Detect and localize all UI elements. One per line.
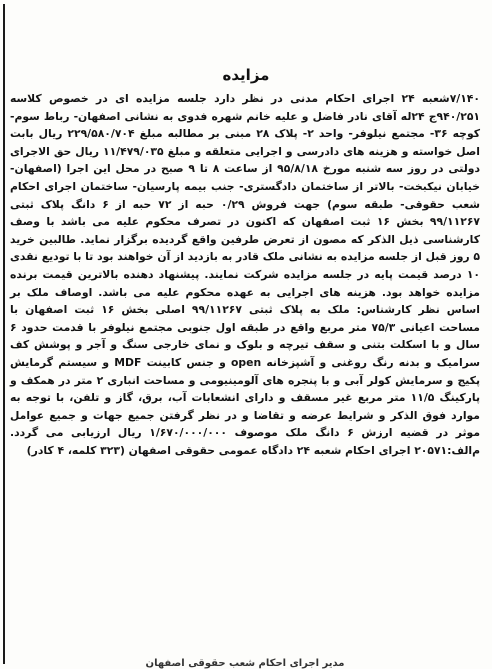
notice-footer-cut-line: مدیر اجرای احکام شعب حقوقی اصفهان	[145, 658, 345, 669]
notice-title: مزایده	[222, 66, 270, 84]
notice-body: ۷/۱۴۰شعبه ۲۴ اجرای احکام مدنی در نظر دارد جلسه مزایده ای در خصوص کلاسه ۹۴۰/۲۵۱ج ۲۴له آقای نادر فاضل و علیه خانم شهره فدوی به نشانی اصفهان- رباط سوم- کوچه ۳۶- مجتمع نیلوفر- واحد ۲- پلاک ۲۸ مبنی بر مطالبه مبلغ ۲۲۹/۵۸۰/۷۰۴ ریال بابت اصل خواسته و هزینه های دادرسی و اجرایی متعلقه و مبلغ ۱۱/۴۷۹/۰۳۵ ریال حق الاجرای دولتی در روز سه شنبه مورخ ۹۵/۸/۱۸ از ساعت ۸ تا ۹ صبح در محل این اجرا (اصفهان- خیابان نیکبخت- بالاتر از ساختمان دادگستری- جنب بیمه پارسیان- ساختمان اجرای احکام شعب حقوقی- طبقه سوم) جهت فروش ۰/۲۹ حبه از ۷۲ حبه از ۶ دانگ پلاک ثبتی ۹۹/۱۱۲۶۷ بخش ۱۶ ثبت اصفهان که اکنون در تصرف محکوم علیه می باشد با وصف کارشناسی ذیل الذکر که مصون از تعرض طرفین واقع گردیده برگزار نماید. طالبین خرید ۵ روز قبل از جلسه مزایده به نشانی ملک قادر به بازدید از آن خواهند بود تا با تودیع نقدی ۱۰ درصد قیمت پایه در جلسه مزایده شرکت نمایند. پیشنهاد دهنده بالاترین قیمت برنده مزایده خواهد بود. هزینه های اجرایی به عهده محکوم علیه می باشد. اوصاف ملک بر اساس نظر کارشناس: ملک به پلاک ثبتی ۹۹/۱۱۲۶۷ اصلی بخش ۱۶ ثبت اصفهان با مساحت اعیانی ۷۵/۳ متر مربع واقع در طبقه اول جنوبی مجتمع نیلوفر با قدمت حدود ۶ سال و با اسکلت بتنی و سقف تیرچه و بلوک و نمای خارجی سنگ و آجر و پوشش کف سرامیک و بدنه رنگ روغنی و آشپزخانه open و جنس کابینت MDF و سیستم گرمایش پکیج و سرمایش کولر آبی و با پنجره های آلومینیومی و مساحت انباری ۲ متر در همکف و پارکینگ ۱۱/۵ متر مربع غیر مسقف و دارای انشعابات آب، برق، گاز و تلفن، با توجه به موارد فوق الذکر و شرایط عرضه و تقاضا و در نظر گرفتن جمیع جهات و جمیع عوامل موثر در قضیه ارزش ۶ دانگ ملک موصوف ۱/۶۷۰/۰۰۰/۰۰۰ ریال ارزیابی می گردد. م‌الف:۲۰۵۷۱ اجرای احکام شعبه ۲۴ دادگاه عمومی حقوقی اصفهان (۳۲۳ کلمه، ۴ کادر)	[10, 92, 481, 457]
column-divider-line	[3, 4, 5, 664]
